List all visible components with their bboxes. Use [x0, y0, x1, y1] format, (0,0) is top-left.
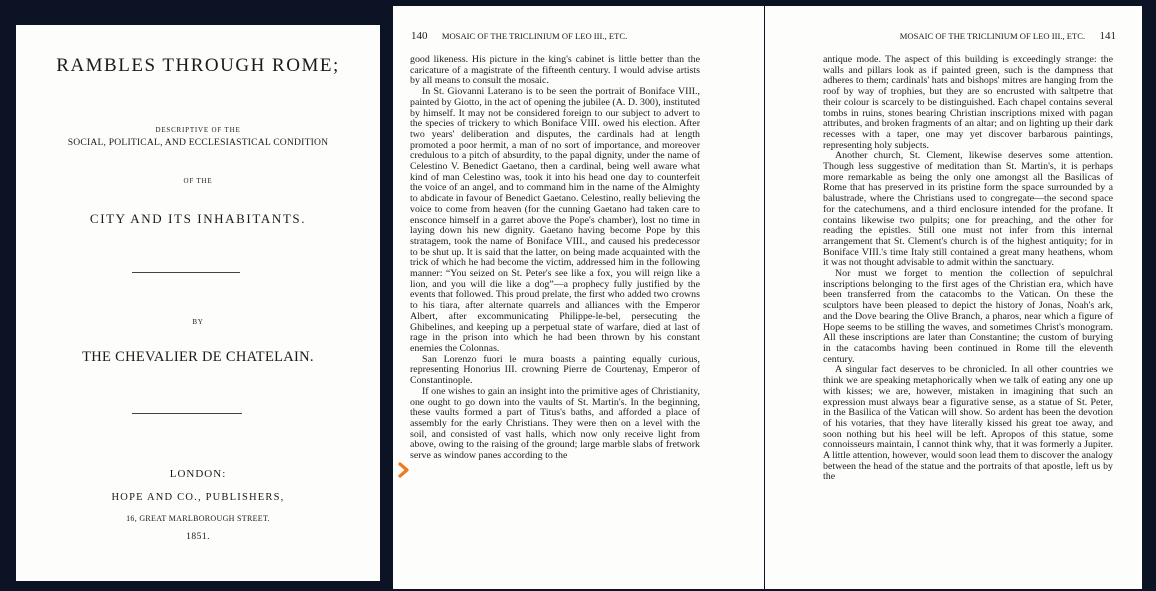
paragraph: In St. Giovanni Laterano is to be seen the portrait of Boniface VIII., painted by Giotto, in the act of opening the jubilee (A. D. 300), instituted by himself. It may not be considered foreign to our subject to advert to the species of trickery to which Boniface VIII. owed his election. After two years' deliberation and disputes, the cardinals had at length promoted a poor hermit, a man of no sort of importance, and moreover credulous to a pitch of absurdity, to the papal dignity, under the name of Celestino V. Benedict Gaetano, then a cardinal, being well aware what kind of man Celestino was, took it into his head one day to counterfeit the voice of an angel, and to command him in the name of the Almighty to abdicate in favour of Benedict Gaetano. Celestino, really believing the voice to come from heaven (for the cunning Gaetano had taken care to ensconce himself in a garret above the Pope's chamber), lost no time in laying down his new dignity. Gaetano having become Pope by this stratagem, took the name of Boniface VIII., and caused his predecessor to be shut up. It is said that the latter, on being made acquainted with the trick of which he had become the victim, addressed him in the following manner: “You seized on St. Peter's see like a fox, you will reign like a lion, and you will die like a dog”—a prophecy fully justified by the events that followed. This proud prelate, the first who added two crowns to his tiara, after alternate quarrels and alliances with the Emperor Albert, after excommunicating Philippe-le-bel, persecuting the Ghibelines, and keeping up a perpetual state of warfare, died at last of rage in the prison into which he had been thrown by his constant enemies the Colonnas.: [410, 86, 700, 354]
page-header: [900, 30, 1116, 42]
arrow-right-icon: [397, 462, 413, 478]
page-140: [393, 6, 764, 589]
by-line: BY: [192, 318, 204, 326]
paragraph: Nor must we forget to mention the collection of sepulchral inscriptions belonging to the first ages of the Christian era, which have been transferred from the catacombs to the Vatican. On these the sculptors have been pleased to depict the history of Jonas, Noah's ark, and the Dove bearing the Olive Branch, a pharos, near which a figure of Hope seems to be stilling the waves, and sometimes Christ's monogram. All these inscriptions are later than Constantine; the custom of burying in the catacombs having been continued in Rome till the eleventh century.: [823, 268, 1113, 365]
page-header: [411, 30, 627, 42]
page-number: 141: [1099, 30, 1116, 42]
publisher-address: 16, GREAT MARLBOROUGH STREET.: [126, 514, 270, 523]
page-body: [823, 55, 1113, 483]
running-head: MOSAIC OF THE TRICLINIUM OF LEO III., ETC.: [899, 31, 1086, 41]
condition-line: SOCIAL, POLITICAL, AND ECCLESIASTICAL CONDITION: [67, 137, 329, 148]
title-rule-top: [132, 272, 240, 273]
paragraph: San Lorenzo fuori le mura boasts a painting equally curious, representing Honorius III. crowning Pierre de Courtenay, Emperor of Constantinople.: [410, 353, 700, 387]
title-page: [16, 25, 380, 581]
paragraph: antique mode. The aspect of this building is exceedingly strange: the walls and pillars look as if painted green, such is the dampness that adheres to them; cardinals' hats and bishops' mitres are hanging from the roof by way of trophies, but they are so encrusted with saltpetre that their colour is scarcely to be distinguished. Each chapel contains several tombs in ruins, stones bearing Christian inscriptions mixed with pagan attributes, and broken fragments of an altar; and on lighting up their dark recesses with a taper, one may yet discover barbarous paintings, representing holy subjects.: [823, 54, 1113, 151]
page-body: [410, 55, 700, 462]
descriptive-line: DESCRIPTIVE OF THE: [155, 126, 241, 134]
publisher-name: HOPE AND CO., PUBLISHERS,: [111, 492, 285, 503]
of-the-line: OF THE: [183, 177, 213, 185]
page-141: [765, 6, 1142, 589]
running-head: MOSAIC OF THE TRICLINIUM OF LEO III., ETC.: [441, 31, 628, 41]
author-name: THE CHEVALIER DE CHATELAIN.: [82, 349, 314, 365]
page-number: 140: [411, 30, 428, 42]
city-line: CITY AND ITS INHABITANTS.: [89, 211, 307, 226]
paragraph: Another church, St. Clement, likewise deserves some attention. Though less suggestive of meditation than St. Martin's, it is perhaps more remarkable as being the only one amongst all the Basilicas of Rome that has preserved in its pristine form the space surrounded by a balustrade, where the Christians used to congregate—the second space for the catechumens, and a third enclosure intended for the profane. It contains likewise two pulpits; one for preaching, and the other for reading the epistles. Still one must not infer from this internal arrangement that St. Clement's church is of the highest antiquity; for in Boniface VIII.'s time Italy still contained a great many heathens, whom it was not thought advisable to admit within the sanctuary.: [823, 150, 1113, 269]
paragraph: If one wishes to gain an insight into the primitive ages of Christianity, one ought to go down into the vaults of St. Martin's. In the beginning, these vaults formed a part of Titus's baths, and afforded a place of assembly for the early Christians. They were then on a level with the soil, and consisted of vast halls, which now only receive light from above, owing to the raising of the ground; large marble slabs of fretwork serve as window panes according to the: [410, 385, 700, 462]
publication-year: 1851.: [186, 532, 210, 542]
paragraph: A singular fact deserves to be chronicled. In all other countries we think we are speaking metaphorically when we talk of eating any one up with kisses; we are, however, mistaken in imagining that such an expression must always bear a figurative sense, as a statue of St. Peter, in the Basilica of the Vatican will show. So ardent has been the devotion of his votaries, that they have literally kissed his great toe away, and soon nothing but his heel will be left. Apropos of this statue, some connoisseurs maintain, I cannot think why, that it was formerly a Jupiter. A little attention, however, would soon lead them to discover the analogy between the head of the statue and the portraits of that apostle, left us by the: [823, 364, 1113, 483]
title-rule-bottom: [132, 413, 242, 414]
publication-place: LONDON:: [169, 468, 227, 480]
book-title: RAMBLES THROUGH ROME;: [56, 55, 340, 76]
paragraph: good likeness. His picture in the king's cabinet is little better than the caricature of a magistrate of the fifteenth century. I would advise artists by all means to consult the mosaic.: [410, 54, 700, 87]
